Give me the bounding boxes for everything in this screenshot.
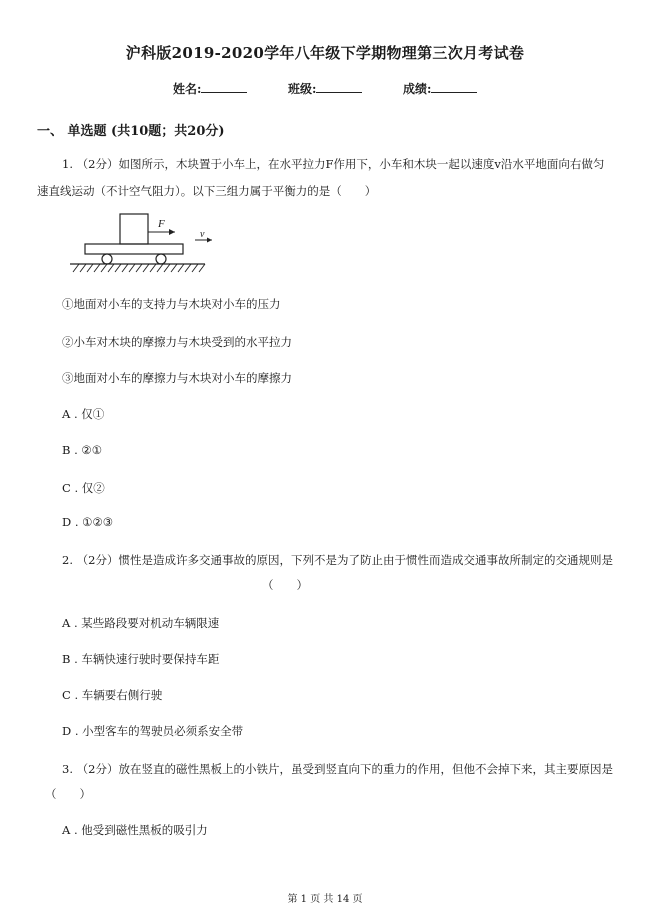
class-blank [316, 81, 362, 93]
question-1-option-d[interactable]: D . ①②③ [62, 515, 114, 529]
question-2-option-c[interactable]: C . 车辆要右侧行驶 [62, 688, 163, 702]
question-1-statement-1: ①地面对小车的支持力与木块对小车的压力 [62, 297, 281, 311]
class-label: 班级: [288, 82, 317, 96]
question-1-option-a[interactable]: A . 仅① [62, 407, 105, 421]
cart-wheel-left [102, 254, 112, 264]
question-1-statement-2: ②小车对木块的摩擦力与木块受到的水平拉力 [62, 335, 292, 349]
question-3-stem-line2: （ ） [45, 787, 91, 801]
page-title: 沪科版2019-2020学年八年级下学期物理第三次月考试卷 [125, 44, 525, 62]
score-label: 成绩: [403, 82, 432, 96]
section-heading: 一、 单选题 (共10题；共20分) [37, 124, 225, 139]
name-field [173, 80, 247, 97]
question-2-option-a[interactable]: A . 某些路段要对机动车辆限速 [62, 616, 220, 630]
question-2-option-b[interactable]: B . 车辆快速行驶时要保持车距 [62, 652, 220, 666]
question-2-option-d[interactable]: D . 小型客车的驾驶员必须系安全带 [62, 724, 244, 738]
name-label: 姓名: [173, 82, 202, 96]
class-field [288, 80, 362, 97]
cart-wheel-right [156, 254, 166, 264]
question-2-stem-line2: （ ） [262, 578, 308, 592]
question-1-statement-3: ③地面对小车的摩擦力与木块对小车的摩擦力 [62, 371, 292, 385]
velocity-label: v [200, 229, 205, 240]
question-1-stem-line2: 速直线运动（不计空气阻力）。以下三组力属于平衡力的是（ ） [37, 184, 377, 198]
question-1-stem-line1: 1. （2分）如图所示，木块置于小车上，在水平拉力F作用下，小车和木块一起以速度v沿水平地面向右做匀 [62, 157, 605, 171]
score-field [403, 80, 477, 97]
ground-hatching [73, 264, 205, 272]
name-blank [201, 81, 247, 93]
question-3-option-a[interactable]: A . 他受到磁性黑板的吸引力 [62, 823, 208, 837]
score-blank [431, 81, 477, 93]
question-1-option-b[interactable]: B . ②① [62, 443, 103, 457]
wood-block [120, 214, 148, 244]
force-label: F [158, 218, 165, 230]
cart-body [85, 244, 183, 254]
cart-block-figure [65, 212, 215, 274]
question-1-option-c[interactable]: C . 仅② [62, 481, 105, 495]
question-3-stem-line1: 3. （2分）放在竖直的磁性黑板上的小铁片，虽受到竖直向下的重力的作用，但他不会掉下来，其主要原因是 [62, 762, 613, 776]
page-footer: 第 1 页 共 14 页 [287, 894, 363, 905]
question-2-stem-line1: 2. （2分）惯性是造成许多交通事故的原因，下列不是为了防止由于惯性而造成交通事故所制定的交通规则是 [62, 553, 613, 567]
